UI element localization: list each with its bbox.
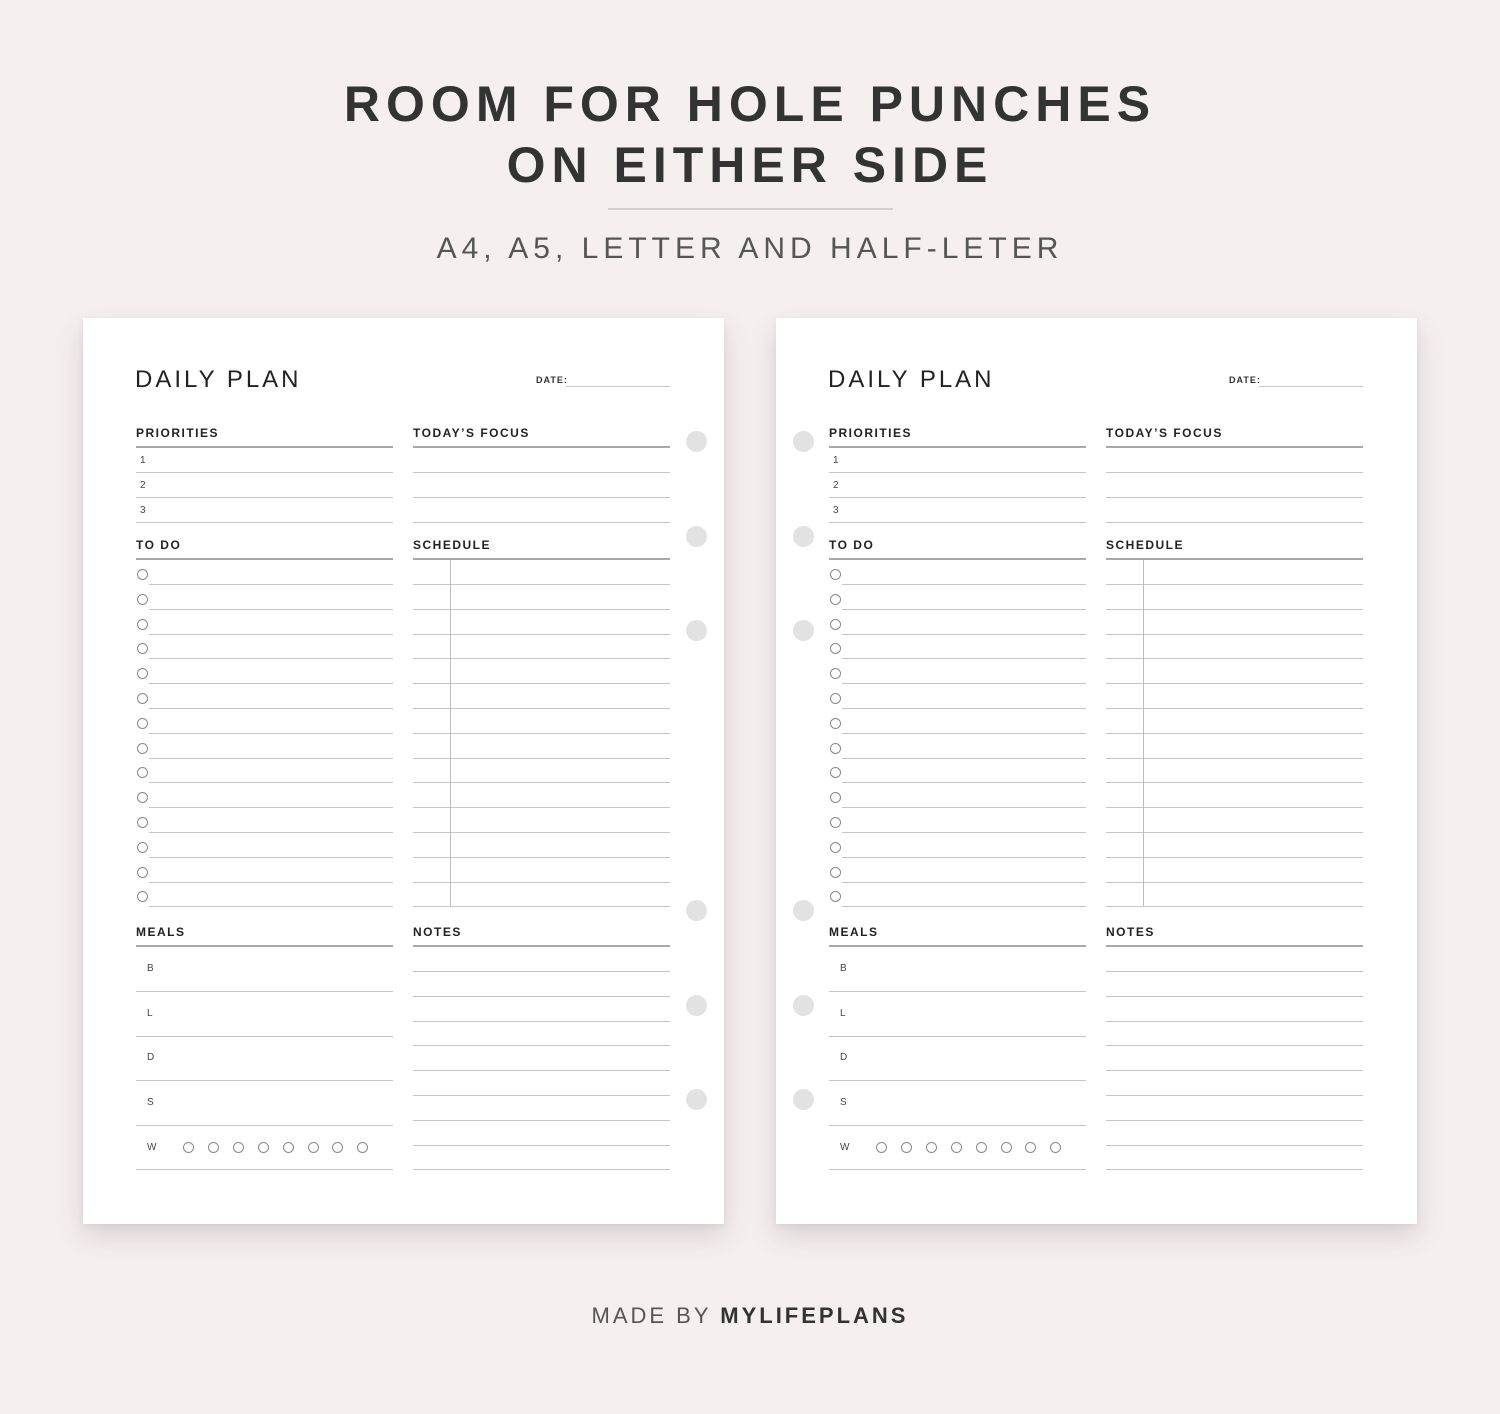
meals-heading: MEALS (829, 925, 879, 939)
todo-checkbox (137, 842, 148, 853)
hole-punch-marker (793, 1089, 814, 1110)
todo-checkbox (830, 767, 841, 778)
todo-heading: TO DO (136, 538, 182, 552)
priorities-underline (136, 446, 393, 448)
planner-page-right (776, 318, 1417, 1224)
notes-line (413, 1145, 670, 1146)
water-glass-circle (332, 1142, 343, 1153)
todo-line (149, 906, 393, 907)
todo-checkbox (830, 891, 841, 902)
meal-letter: L (147, 1007, 153, 1019)
notes-line (1106, 971, 1363, 972)
priority-number: 2 (833, 480, 839, 491)
notes-line (413, 1120, 670, 1121)
header-divider (608, 208, 893, 210)
schedule-line (1106, 634, 1363, 635)
hole-punch-marker (686, 620, 707, 641)
schedule-line (413, 634, 670, 635)
todo-line (149, 807, 393, 808)
sizes-subtitle: A4, A5, LETTER AND HALF-LETER (436, 232, 1064, 265)
meal-letter: S (840, 1096, 847, 1108)
notes-heading: NOTES (413, 925, 462, 939)
water-letter: W (840, 1142, 850, 1153)
priority-number: 3 (833, 505, 839, 516)
meal-line (136, 991, 393, 992)
schedule-line (413, 906, 670, 907)
notes-line (1106, 1070, 1363, 1071)
meals-underline (136, 945, 393, 947)
hole-punch-marker (686, 995, 707, 1016)
todo-line (842, 906, 1086, 907)
hole-punch-marker (686, 900, 707, 921)
todo-checkbox (137, 594, 148, 605)
focus-line (413, 522, 670, 523)
focus-heading: TODAY’S FOCUS (413, 426, 530, 440)
meal-line (829, 1036, 1086, 1037)
footer-credit (0, 1303, 1500, 1329)
todo-checkbox (830, 619, 841, 630)
schedule-underline (413, 558, 670, 560)
meals-underline (829, 945, 1086, 947)
notes-line (1106, 1120, 1363, 1121)
meal-line (136, 1169, 393, 1170)
todo-checkbox (830, 792, 841, 803)
schedule-line (413, 758, 670, 759)
schedule-line (1106, 683, 1363, 684)
schedule-line (413, 683, 670, 684)
todo-line (842, 683, 1086, 684)
schedule-line (1106, 782, 1363, 783)
schedule-line (413, 609, 670, 610)
todo-line (149, 882, 393, 883)
todo-line (842, 782, 1086, 783)
hole-punch-marker (793, 995, 814, 1016)
todo-line (842, 634, 1086, 635)
todo-line (842, 832, 1086, 833)
meal-letter: B (147, 963, 154, 974)
todo-checkbox (830, 743, 841, 754)
priority-number: 1 (140, 455, 146, 466)
schedule-line (413, 733, 670, 734)
notes-line (413, 1070, 670, 1071)
schedule-heading: SCHEDULE (413, 538, 492, 552)
schedule-line (413, 882, 670, 883)
water-glass-circle (1025, 1142, 1036, 1153)
schedule-line (1106, 708, 1363, 709)
footer-brand: MYLIFEPLANS (720, 1303, 909, 1328)
todo-line (149, 634, 393, 635)
schedule-line (1106, 882, 1363, 883)
date-line (1259, 386, 1363, 387)
meal-line (829, 1080, 1086, 1081)
meal-line (136, 1125, 393, 1126)
water-glass-circle (357, 1142, 368, 1153)
todo-checkbox (830, 718, 841, 729)
meal-line (829, 991, 1086, 992)
todo-underline (136, 558, 393, 560)
hole-punch-marker (686, 526, 707, 547)
priority-number: 3 (140, 505, 146, 516)
schedule-line (1106, 584, 1363, 585)
schedule-line (1106, 807, 1363, 808)
priorities-heading: PRIORITIES (829, 426, 913, 440)
todo-line (149, 609, 393, 610)
todo-checkbox (137, 867, 148, 878)
planner-page-left (83, 318, 724, 1224)
todo-line (149, 782, 393, 783)
todo-line (842, 807, 1086, 808)
notes-line (413, 1021, 670, 1022)
hole-punch-marker (793, 526, 814, 547)
todo-line (149, 708, 393, 709)
schedule-time-divider (1143, 560, 1144, 907)
todo-line (842, 857, 1086, 858)
todo-checkbox (137, 619, 148, 630)
schedule-line (413, 807, 670, 808)
todo-checkbox (830, 693, 841, 704)
date-label: DATE: (1229, 375, 1261, 385)
water-glass-circle (208, 1142, 219, 1153)
notes-line (1106, 1095, 1363, 1096)
focus-heading: TODAY’S FOCUS (1106, 426, 1223, 440)
schedule-line (1106, 733, 1363, 734)
todo-underline (829, 558, 1086, 560)
water-glass-circle (283, 1142, 294, 1153)
water-glass-circle (976, 1142, 987, 1153)
todo-line (149, 832, 393, 833)
notes-line (1106, 1169, 1363, 1170)
todo-checkbox (137, 718, 148, 729)
meal-line (829, 1125, 1086, 1126)
headline-line-1: ROOM FOR HOLE PUNCHES (343, 76, 1157, 132)
schedule-line (413, 832, 670, 833)
hole-punch-marker (686, 1089, 707, 1110)
focus-underline (1106, 446, 1363, 448)
todo-line (149, 857, 393, 858)
notes-underline (413, 945, 670, 947)
priorities-heading: PRIORITIES (136, 426, 220, 440)
todo-checkbox (137, 891, 148, 902)
todo-checkbox (137, 693, 148, 704)
meal-letter: L (840, 1007, 846, 1019)
focus-line (413, 497, 670, 498)
todo-checkbox (137, 743, 148, 754)
hole-punch-marker (686, 431, 707, 452)
todo-checkbox (830, 668, 841, 679)
todo-line (842, 584, 1086, 585)
todo-checkbox (830, 569, 841, 580)
water-glass-circle (926, 1142, 937, 1153)
notes-line (413, 1045, 670, 1046)
schedule-underline (1106, 558, 1363, 560)
schedule-line (413, 584, 670, 585)
schedule-line (1106, 906, 1363, 907)
page-title: DAILY PLAN (135, 366, 302, 393)
todo-line (842, 882, 1086, 883)
headline-line-2: ON EITHER SIDE (506, 137, 994, 193)
notes-line (1106, 1021, 1363, 1022)
water-glass-circle (876, 1142, 887, 1153)
todo-line (842, 733, 1086, 734)
water-glass-circle (308, 1142, 319, 1153)
schedule-line (1106, 609, 1363, 610)
notes-line (1106, 996, 1363, 997)
notes-line (1106, 1045, 1363, 1046)
todo-line (149, 683, 393, 684)
priority-number: 1 (833, 455, 839, 466)
priorities-underline (829, 446, 1086, 448)
water-glass-circle (258, 1142, 269, 1153)
todo-checkbox (137, 817, 148, 828)
schedule-line (1106, 857, 1363, 858)
meal-letter: S (147, 1096, 154, 1108)
notes-line (413, 971, 670, 972)
focus-line (1106, 497, 1363, 498)
water-letter: W (147, 1142, 157, 1153)
headline (0, 74, 1500, 196)
meals-heading: MEALS (136, 925, 186, 939)
notes-line (413, 1095, 670, 1096)
date-label: DATE: (536, 375, 568, 385)
water-glass-circle (1001, 1142, 1012, 1153)
meal-line (136, 1080, 393, 1081)
schedule-line (413, 782, 670, 783)
priority-line (136, 497, 393, 498)
schedule-line (413, 857, 670, 858)
todo-checkbox (830, 842, 841, 853)
meal-letter: D (840, 1052, 848, 1064)
focus-line (1106, 522, 1363, 523)
notes-line (413, 996, 670, 997)
priority-line (829, 497, 1086, 498)
schedule-line (413, 658, 670, 659)
todo-line (842, 609, 1086, 610)
priority-line (829, 472, 1086, 473)
meal-letter: D (147, 1052, 155, 1064)
water-glass-circle (183, 1142, 194, 1153)
todo-checkbox (830, 817, 841, 828)
todo-checkbox (137, 668, 148, 679)
focus-line (413, 472, 670, 473)
todo-line (149, 658, 393, 659)
schedule-time-divider (450, 560, 451, 907)
notes-heading: NOTES (1106, 925, 1155, 939)
meal-letter: B (840, 963, 847, 974)
todo-checkbox (830, 867, 841, 878)
schedule-heading: SCHEDULE (1106, 538, 1185, 552)
notes-underline (1106, 945, 1363, 947)
schedule-line (1106, 832, 1363, 833)
notes-line (413, 1169, 670, 1170)
priority-line (136, 472, 393, 473)
focus-line (1106, 472, 1363, 473)
water-glass-circle (951, 1142, 962, 1153)
water-glass-circle (901, 1142, 912, 1153)
water-glass-circle (1050, 1142, 1061, 1153)
water-glass-circle (233, 1142, 244, 1153)
notes-line (1106, 1145, 1363, 1146)
hole-punch-marker (793, 900, 814, 921)
schedule-line (413, 708, 670, 709)
footer-made-by: MADE BY (591, 1303, 712, 1328)
focus-underline (413, 446, 670, 448)
meal-line (829, 1169, 1086, 1170)
todo-checkbox (137, 643, 148, 654)
todo-line (842, 758, 1086, 759)
todo-checkbox (830, 643, 841, 654)
hole-punch-marker (793, 431, 814, 452)
todo-line (149, 758, 393, 759)
todo-checkbox (137, 792, 148, 803)
todo-line (842, 658, 1086, 659)
page-title: DAILY PLAN (828, 366, 995, 393)
hole-punch-marker (793, 620, 814, 641)
todo-checkbox (137, 569, 148, 580)
todo-heading: TO DO (829, 538, 875, 552)
schedule-line (1106, 658, 1363, 659)
todo-checkbox (137, 767, 148, 778)
todo-checkbox (830, 594, 841, 605)
todo-line (149, 733, 393, 734)
date-line (566, 386, 670, 387)
meal-line (136, 1036, 393, 1037)
priority-line (829, 522, 1086, 523)
priority-number: 2 (140, 480, 146, 491)
priority-line (136, 522, 393, 523)
todo-line (149, 584, 393, 585)
todo-line (842, 708, 1086, 709)
schedule-line (1106, 758, 1363, 759)
